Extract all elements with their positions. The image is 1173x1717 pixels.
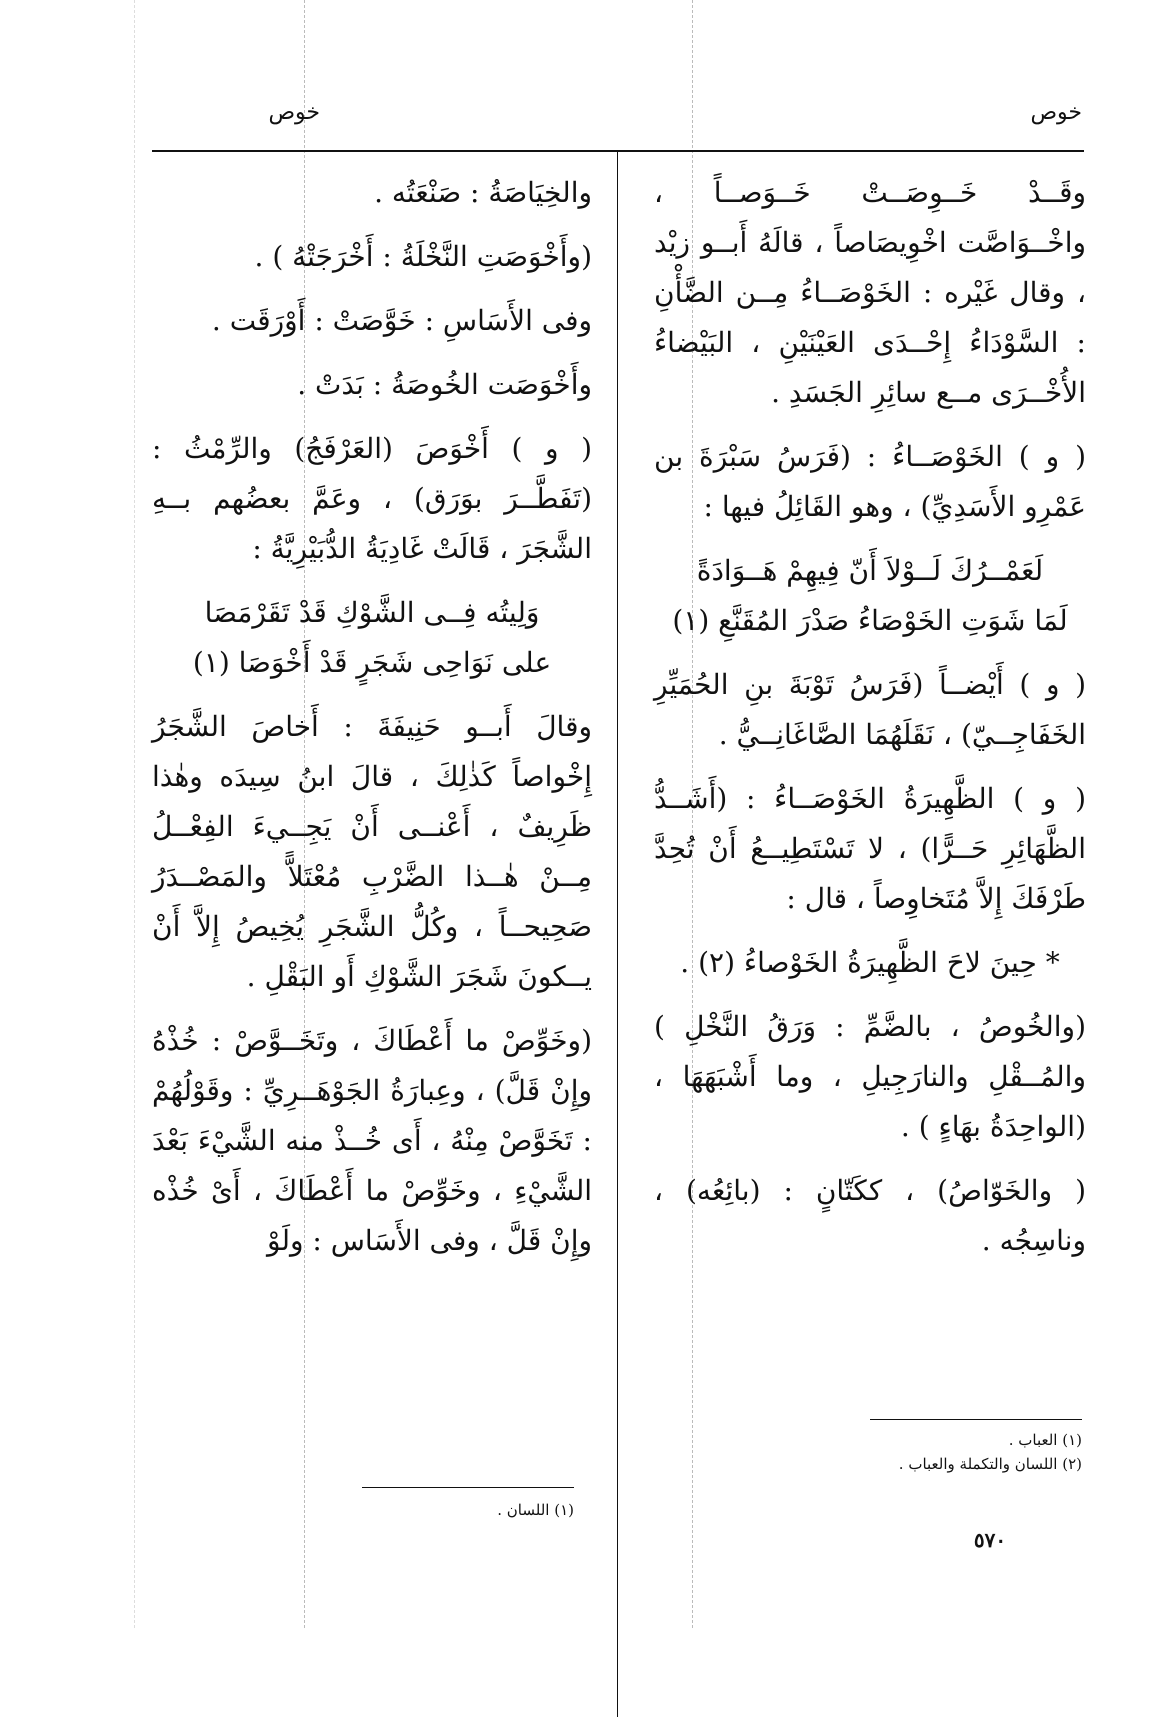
right-column	[654, 168, 1086, 1280]
footnote-rule	[870, 1419, 1082, 1420]
running-header-left: خوص	[268, 100, 320, 125]
paragraph: ( و ) الظَّهِيرَةُ الخَوْصَــاءُ : (أَشَــدُّ الظَّهَائِرِ حَــرًّا) ، لا تَسْتَطِيــعُ أَنْ تُحِدَّ طَرْفَكَ إِلاَّ مُتَخاوِصاً ، قال :	[654, 782, 1086, 915]
paragraph: والخِيَاصَةُ : صَنْعَتُه .	[374, 176, 592, 209]
column-divider	[617, 152, 618, 1717]
paragraph: ( و ) أَيْضــاً (فَرَسُ تَوْبَةَ بنِ الحُمَيِّرِ الخَفَاجِــيّ) ، نَقَلَهُمَا الصَّاغَانِــيُّ .	[654, 668, 1086, 751]
left-column	[152, 168, 592, 1280]
paragraph: (وأَخْوَصَتِ النَّخْلَةُ : أَخْرَجَتْهُ ) .	[254, 240, 592, 273]
verse-line: على نَوَاحِى شَجَرٍ قَدْ أَخْوَصَا (١)	[192, 646, 552, 679]
paragraph: (وخَوِّصْ ما أَعْطَاكَ ، وتَخَــوَّصْ : خُذْهُ وإِنْ قَلَّ) ، وعِبارَةُ الجَوْهَــرِيِّ : وقَوْلُهُمْ : تَخَوَّصْ مِنْهُ ، أَى خُــذْ منه الشَّيْءَ بَعْدَ الشَّيْءِ ، وخَوِّصْ ما أَعْطَاكَ ، أَىْ خُذْه وإِنْ قَلَّ ، وفى الأَسَاس : ولَوْ	[152, 1024, 592, 1257]
footnotes-right	[760, 1428, 1082, 1476]
running-header-right: خوص	[1030, 100, 1082, 125]
verse-line: لَمَا شَوَتِ الخَوْصَاءُ صَدْرَ المُقَنَّعِ (١)	[672, 604, 1068, 637]
paragraph: ( و ) أَخْوَصَ (العَرْفَجُ) والرِّمْثُ : (تَفَطَّــرَ بوَرَق) ، وعَمَّ بعضُهم بــهِ الشَّجَرَ ، قَالَتْ غَادِيَةُ الدُّبَيْرِيَّةُ :	[152, 432, 592, 565]
page-number: ٥٧٠	[973, 1528, 1007, 1552]
footnote: (١) العباب .	[1008, 1431, 1082, 1449]
paragraph: ( والخَوّاصُ) ، ككَتّانٍ : (بائِعُه) ، وناسِجُه .	[654, 1174, 1086, 1257]
verse-line: لَعَمْــرُكَ لَــوْلاَ أَنّ فِيهِمْ هَــوَادَةً	[696, 554, 1044, 587]
paragraph: ( و ) الخَوْصَــاءُ : (فَرَسُ سَبْرَةَ بن عَمْرِو الأَسَدِيِّ) ، وهو القَائِلُ فيها :	[654, 440, 1086, 523]
paragraph: (والخُوصُ ، بالضَّمِّ : وَرَقُ النَّخْلِ ) والمُــقْلِ والنارَجِيلِ ، وما أَشْبَهَهَا ، (الواحِدَةُ بهَاءٍ ) .	[654, 1010, 1086, 1143]
header-rule	[152, 150, 1084, 152]
paragraph: وقالَ أَبــو حَنِيفَةَ : أَخاصَ الشَّجَرُ إِخْواصاً كَذٰلِكَ ، قالَ ابنُ سِيدَه وهٰذا ظَرِيفٌ ، أَعْنــى أَنْ يَجِــيءَ الفِعْــلُ مِــنْ هٰــذا الضَّرْبِ مُعْتَلاًّ والمَصْــدَرُ صَحِيحــاً ، وكُلُّ الشَّجَرِ يُخِيصُ إِلاَّ أَنْ يــكونَ شَجَرَ الشَّوْكِ أَو البَقْلِ .	[152, 710, 592, 993]
paragraph: وقَــدْ خَــوِصَــتْ خَــوَصــاً ، واخْــوَاصَّت اخْوِيصَاصاً ، قالَهُ أَبــو زيْد ، وقال غَيْره : الخَوْصَــاءُ مِــن الضَّأْنِ : السَّوْدَاءُ إِحْــدَى العَيْنَيْنِ ، البَيْضاءُ الأُخْــرَى مــع سائِرِ الجَسَدِ .	[654, 176, 1086, 409]
verse-line: * حِينَ لاحَ الظَّهِيرَةُ الخَوْصاءُ (٢) .	[680, 946, 1060, 979]
footnote: (١) اللسان .	[497, 1501, 574, 1519]
paragraph: وأَخْوَصَت الخُوصَةُ : بَدَتْ .	[297, 368, 592, 401]
scan-fold-line	[134, 0, 135, 1628]
paragraph: وفى الأَسَاسِ : خَوَّصَتْ : أَوْرَقَت .	[211, 304, 592, 337]
footnotes-left	[300, 1498, 574, 1522]
verse-line: وَلِيتُه فِــى الشَّوْكِ قَدْ تَقَرْمَصَا	[204, 596, 540, 629]
footnote-rule	[362, 1487, 574, 1488]
footnote: (٢) اللسان والتكملة والعباب .	[898, 1455, 1082, 1473]
